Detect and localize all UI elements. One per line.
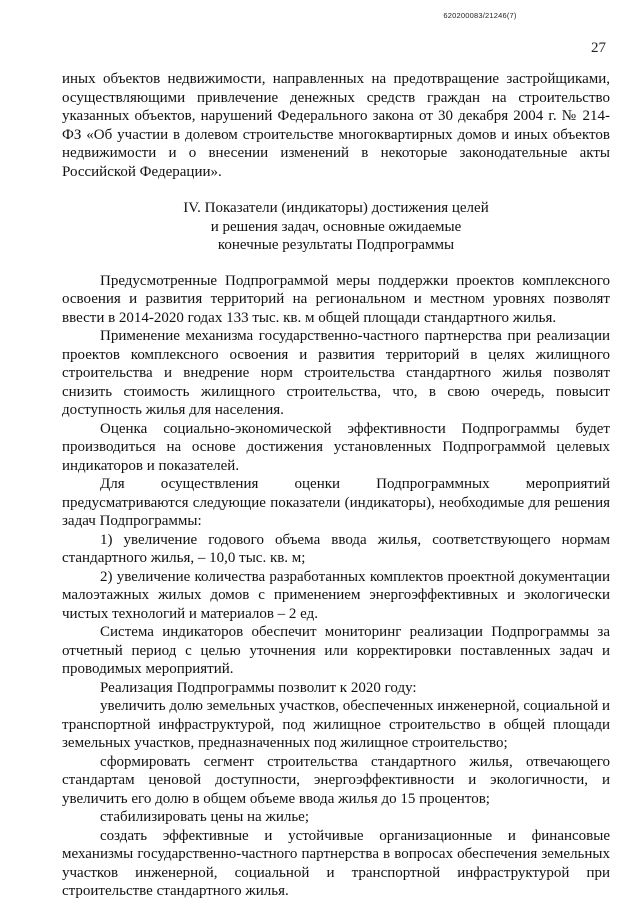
paragraph-result-standard-housing: сформировать сегмент строительства стандартного жилья, отвечающего стандартам ценовой доступности, энергоэффективности и экологичности, и увеличить его долю в общем объеме ввода жилья до 15 процентов; <box>62 753 610 807</box>
section-heading-line: IV. Показатели (индикаторы) достижения целей <box>183 200 489 216</box>
paragraph-result-price-stabilization: стабилизировать цены на жилье; <box>100 809 309 825</box>
paragraph-monitoring: Система индикаторов обеспечит мониторинг реализации Подпрограммы за отчетный период с целью уточнения или корректировки поставленных задач и проводимых мероприятий. <box>62 624 610 677</box>
paragraph-public-private-partnership: Применение механизма государственно-частного партнерства при реализации проектов комплексного освоения и развития территорий в целях жилищного строительства и внедрение норм строительства стандартного жилья позволят снизить стоимость жилищного строительства, что, в свою очередь, повысит доступность жилья для населения. <box>62 328 610 418</box>
section-heading <box>62 199 610 255</box>
paragraph-results-intro: Реализация Подпрограммы позволит к 2020 году: <box>100 679 417 696</box>
paragraph-indicator-1: 1) увеличение годового объема ввода жилья, соответствующего нормам стандартного жилья, – 10,0 тыс. кв. м; <box>62 531 610 566</box>
paragraph-result-partnership-mechanisms: создать эффективные и устойчивые организационные и финансовые механизмы государственно-частного партнерства в вопросах обеспечения земельных участков инженерной, социальной и транспортной инфраструктурой при строительстве стандартного жилья. <box>62 827 610 899</box>
paragraph-efficiency-evaluation: Оценка социально-экономической эффективности Подпрограммы будет производиться на основе достижения установленных Подпрограммой целевых индикаторов и показателей. <box>62 420 610 474</box>
section-heading-line: конечные результаты Подпрограммы <box>217 237 455 253</box>
document-code: 620200083/21246(7) <box>443 11 517 20</box>
intro-paragraph: иных объектов недвижимости, направленных на предотвращение застройщиками, осуществляющими привлечение денежных средств граждан на строительство указанных объектов, нарушений Федерального закона от 30 декабря 2004 г. № 214-ФЗ «Об участии в долевом строительстве многоквартирных домов и иных объектов недвижимости и о внесении изменений в некоторые законодательные акты Российской Федерации». <box>62 71 610 180</box>
paragraph-indicators-intro: Для осуществления оценки Подпрограммных мероприятий предусматриваются следующие показатели (индикаторы), необходимые для решения задач Подпрограммы: <box>62 476 610 529</box>
page-number: 27 <box>591 40 606 56</box>
paragraph-expected-housing: Предусмотренные Подпрограммой меры поддержки проектов комплексного освоения и развития территорий на региональном и местном уровнях позволят ввести в 2014-2020 годах 133 тыс. кв. м общей площади стандартного жилья. <box>62 272 610 326</box>
paragraph-indicator-2: 2) увеличение количества разработанных комплектов проектной документации малоэтажных жилых домов с применением энергоэффективных и экологически чистых технологий и материалов – 2 ед. <box>62 568 610 622</box>
paragraph-result-land-share: увеличить долю земельных участков, обеспеченных инженерной, социальной и транспортной инфраструктурой, под жилищное строительство в общей площади земельных участков, предназначенных под жилищное строительство; <box>62 698 610 751</box>
document-body <box>62 70 610 901</box>
section-heading-line: и решения задач, основные ожидаемые <box>210 218 462 235</box>
